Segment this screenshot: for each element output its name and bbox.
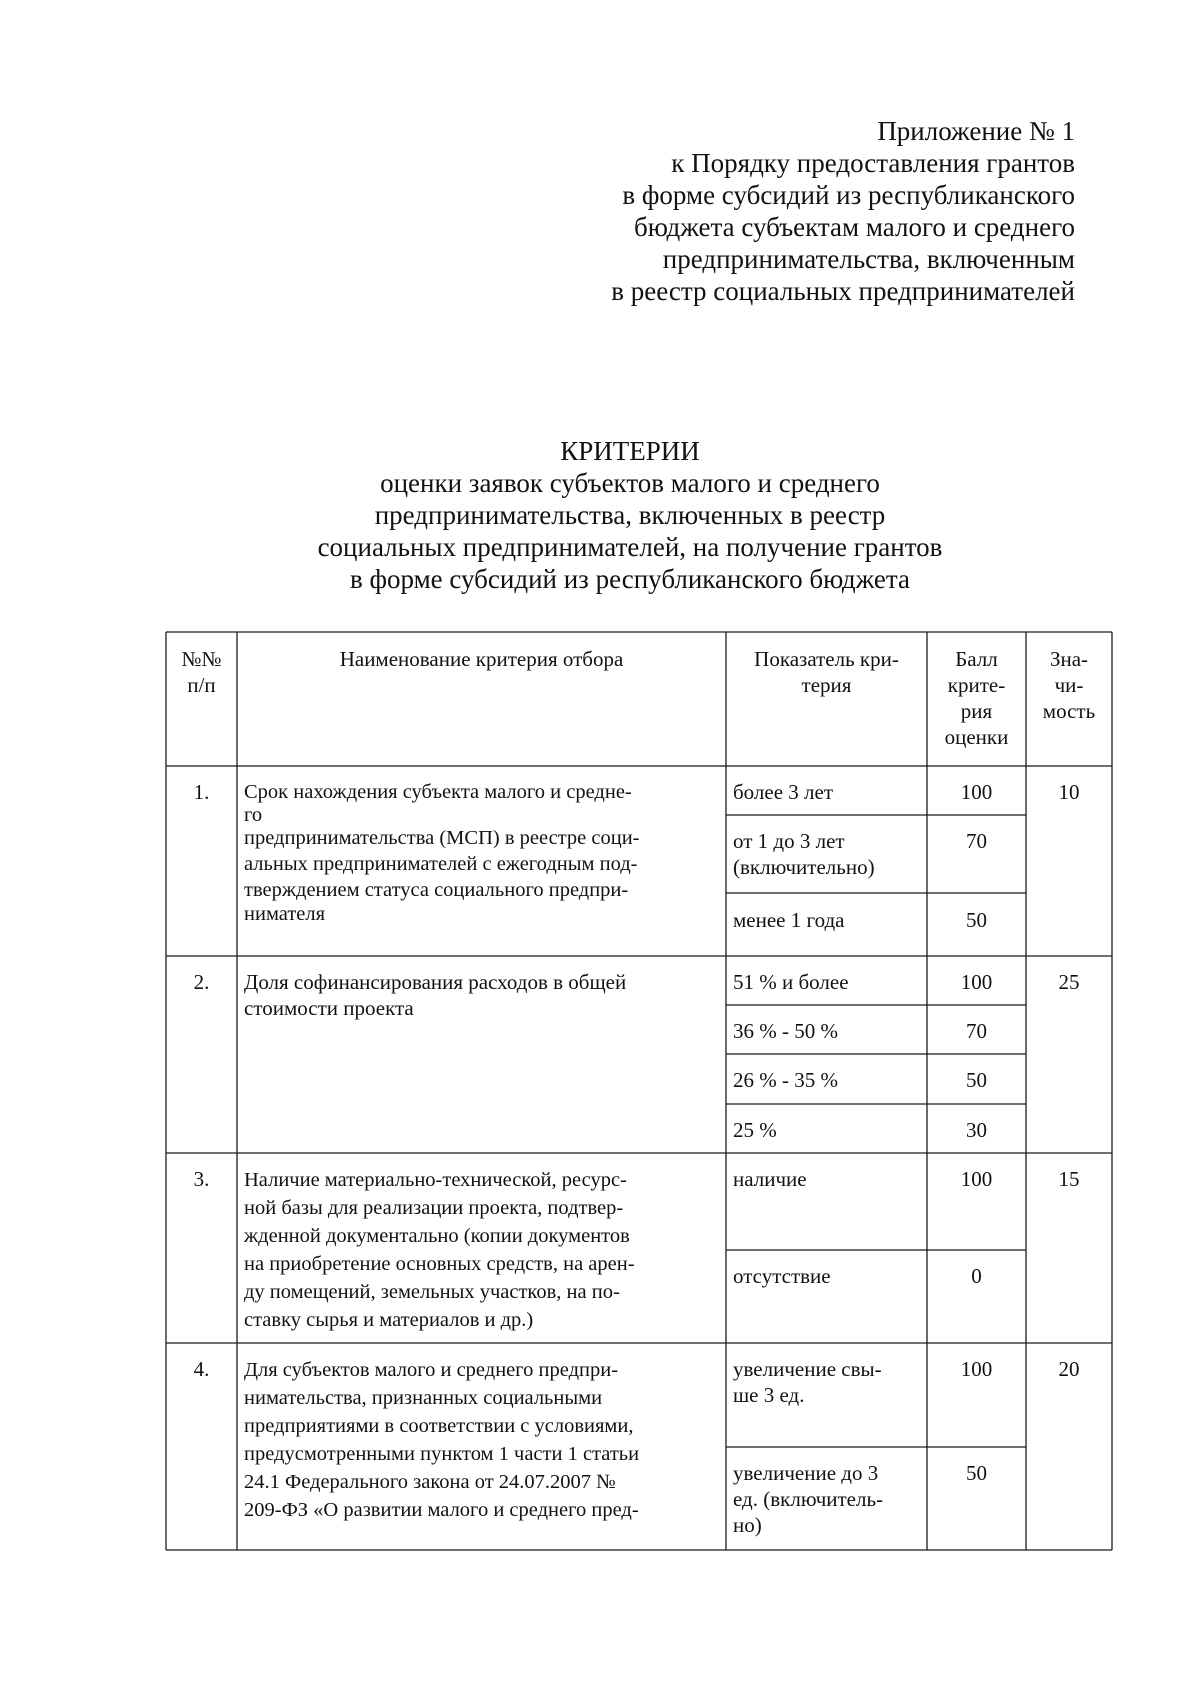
header-name: Наименование критерия отбора [339,647,624,671]
appendix-line: Приложение № 1 [877,116,1075,146]
appendix-line: в форме субсидий из республиканского [622,180,1075,210]
header-weight: Зна- чи- мость [1042,647,1096,723]
title-heading: КРИТЕРИИ [560,436,700,466]
header-num: №№ п/п [181,647,222,697]
appendix-line: в реестр социальных предпринимателей [611,276,1075,306]
subtitle-line: социальных предпринимателей, на получение грантов [317,532,943,562]
score-value: 0 [971,1264,982,1288]
score-value: 50 [966,1068,987,1092]
score-value: 100 [960,1167,993,1191]
appendix-line: предпринимательства, включенным [662,244,1075,274]
subtitle-line: оценки заявок субъектов малого и среднего [380,468,880,498]
indicator-value: менее 1 года [733,908,845,932]
weight-value: 15 [1058,1167,1080,1191]
row-number: 3. [193,1167,210,1191]
score-value: 70 [966,829,987,853]
score-value: 30 [966,1118,987,1142]
indicator-value: 51 % и более [733,970,849,994]
subtitle-line: предпринимательства, включенных в реестр [374,500,886,530]
criterion-name: Срок нахождения субъекта малого и средне- го предпринимательства (МСП) в реестре соци- альных предпринимателей с ежегодным под- тверждением статуса социального предпри- нимателя [244,781,640,925]
subtitle-line: в форме субсидий из республиканского бюджета [349,564,910,594]
header-score: Балл крите- рия оценки [944,647,1009,749]
row-number: 1. [193,780,210,804]
indicator-value: более 3 лет [733,780,834,804]
score-value: 100 [960,1357,993,1381]
indicator-value: наличие [733,1167,807,1191]
weight-value: 25 [1058,970,1080,994]
score-value: 50 [966,908,987,932]
score-value: 100 [960,970,993,994]
indicator-value: увеличение свы- ше 3 ед. [733,1357,882,1407]
indicator-value: 25 % [733,1118,777,1142]
score-value: 50 [966,1461,987,1485]
appendix-line: бюджета субъектам малого и среднего [633,212,1075,242]
indicator-value: отсутствие [733,1264,831,1288]
appendix-header [560,115,1075,307]
row-number: 4. [193,1357,210,1381]
header-indicator: Показатель кри- терия [754,647,899,697]
score-value: 100 [960,780,993,804]
indicator-value: 26 % - 35 % [733,1068,838,1092]
appendix-line: к Порядку предоставления грантов [671,148,1075,178]
criterion-name: Для субъектов малого и среднего предпри- нимательства, признанных социальными предприятиями в соответствии с условиями, предусмотренными пунктом 1 части 1 статьи 24.1 Федерального закона от 24.07.2007 № 209-ФЗ «О развитии малого и среднего пред- [244,1359,640,1521]
document-title [0,435,1200,595]
score-value: 70 [966,1019,987,1043]
indicator-value: увеличение до 3 ед. (включитель- но) [733,1461,884,1537]
indicator-value: 36 % - 50 % [733,1019,838,1043]
weight-value: 20 [1058,1357,1080,1381]
indicator-value: от 1 до 3 лет (включительно) [733,829,875,879]
criterion-name: Наличие материально-технической, ресурс- ной базы для реализации проекта, подтвер- жденной документально (копии документов на приобретение основных средств, на арен- ду помещений, земельных участков, на по- ставку сырья и материалов и др.) [244,1169,635,1331]
row-number: 2. [193,970,210,994]
weight-value: 10 [1058,780,1080,804]
criterion-name: Доля софинансирования расходов в общей стоимости проекта [244,970,627,1020]
